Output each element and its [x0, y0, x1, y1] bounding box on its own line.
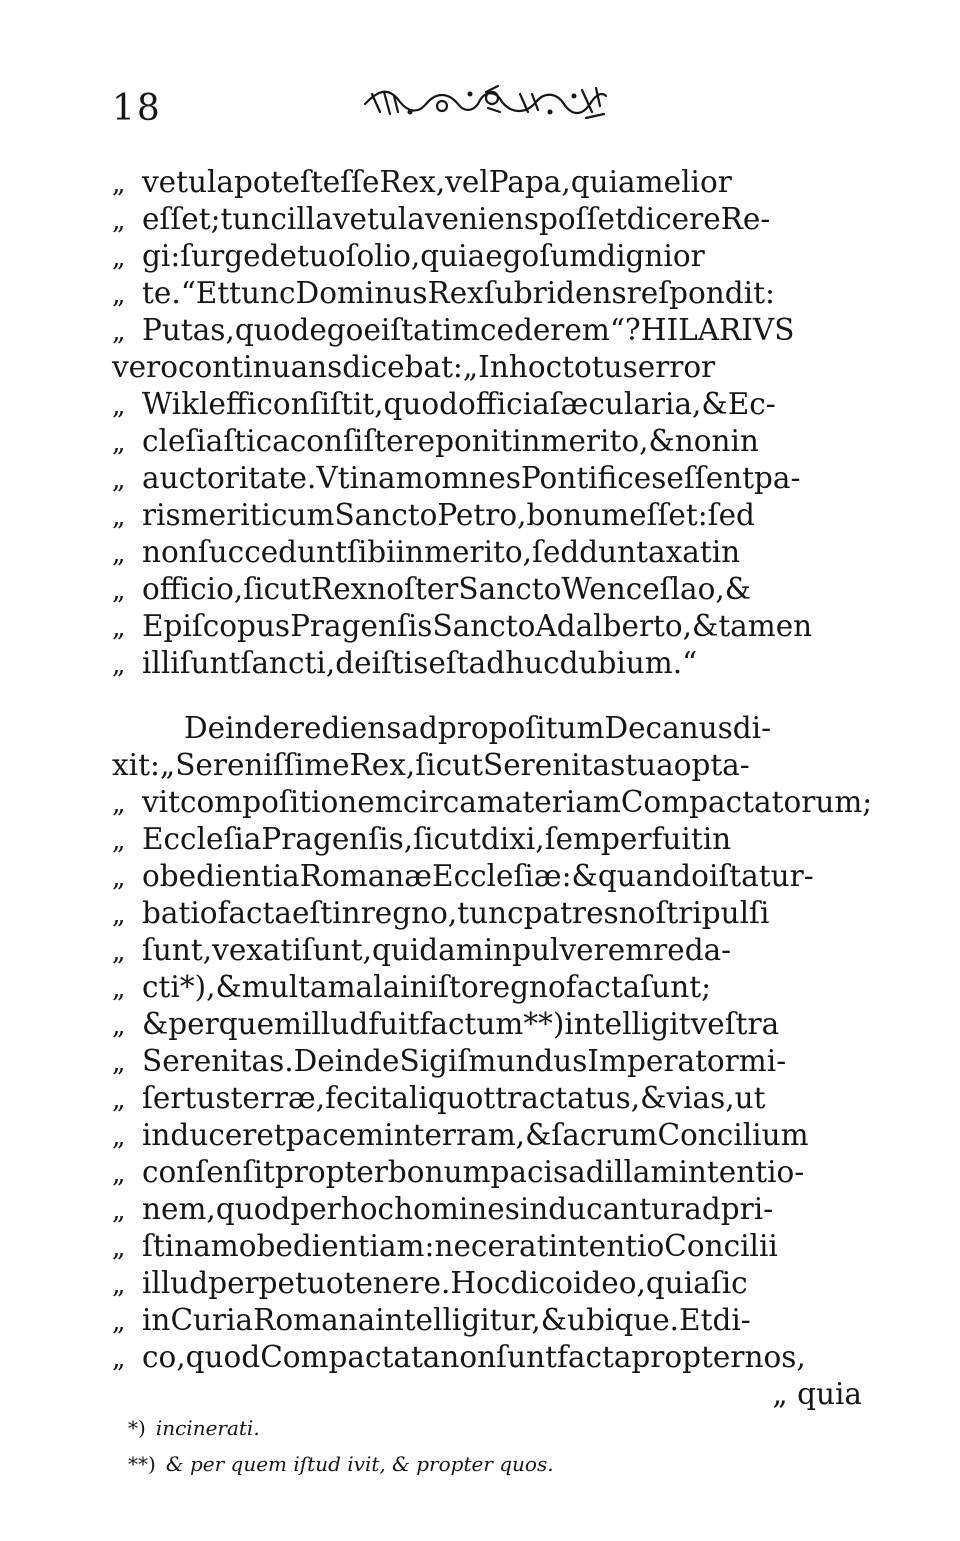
line-text: auctoritate.VtinamomnesPontificeseſſentpa- [142, 461, 801, 495]
quote-mark: „ [112, 826, 126, 856]
footnote-text: incinerati. [155, 1416, 260, 1440]
main-text [112, 164, 872, 1413]
text-line [112, 1265, 872, 1302]
text-line [112, 645, 872, 682]
line-text: cti*),&multamalainiſtoregnofactaſunt; [142, 970, 712, 1004]
text-line [112, 969, 872, 1006]
paragraph-gap [112, 682, 872, 710]
quote-mark: „ [112, 1233, 126, 1263]
text-line [112, 164, 872, 201]
text-line [112, 858, 872, 895]
text-line [112, 1191, 872, 1228]
quote-mark: „ [112, 1085, 126, 1115]
floral-ornament-icon [360, 82, 610, 126]
text-line [112, 275, 872, 312]
line-text: nonſucceduntſibiinmerito,ſedduntaxatin [142, 535, 741, 569]
line-text: illiſuntſancti,deiſtiseſtadhucdubium.“ [142, 646, 698, 680]
line-text: cleſiaſticaconſiſtereponitinmerito,&nonin [142, 424, 759, 458]
text-line [112, 932, 872, 969]
line-text: rismeriticumSanctoPetro,bonumeſſet:ſed [142, 498, 755, 532]
line-text: ſunt,vexatiſunt,quidaminpulveremreda- [142, 933, 732, 967]
paragraph-first-line [112, 710, 872, 747]
line-text: DeinderediensadpropoſitumDecanusdi- [184, 711, 772, 745]
catchword-text: „ quia [772, 1377, 862, 1411]
text-line [112, 534, 872, 571]
text-line [112, 460, 872, 497]
quote-mark: „ [112, 1344, 126, 1374]
page-number: 18 [112, 88, 162, 129]
quote-mark: „ [112, 1048, 126, 1078]
quote-mark: „ [112, 391, 126, 421]
quote-mark: „ [112, 1159, 126, 1189]
quote-mark: „ [112, 900, 126, 930]
line-text: nem,quodperhochominesinducanturadpri- [142, 1192, 774, 1226]
text-line [112, 1302, 872, 1339]
quote-mark: „ [112, 789, 126, 819]
text-line [112, 201, 872, 238]
line-text: EccleſiaPragenſis,ſicutdixi,ſemperfuitin [142, 822, 732, 856]
line-text: inCuriaRomanaintelligitur,&ubique.Etdi- [142, 1303, 751, 1337]
footnote-text: & per quem iſtud ivit, & propter quos. [165, 1452, 554, 1476]
quote-mark: „ [112, 974, 126, 1004]
line-text: te.“EttuncDominusRexſubridensreſpondit: [142, 276, 775, 310]
footnote [128, 1446, 728, 1482]
text-line [112, 1043, 872, 1080]
quote-mark: „ [112, 863, 126, 893]
quote-mark: „ [112, 937, 126, 967]
text-line [112, 386, 872, 423]
line-text: batiofactaeſtinregno,tuncpatresnoſtripulſi [142, 896, 770, 930]
line-text: Serenitas.DeindeSigiſmundusImperatormi- [142, 1044, 787, 1078]
quote-mark: „ [112, 317, 126, 347]
line-text: Wiklefficonſiſtit,quodofficiaſæcularia,&Ec- [142, 387, 776, 421]
quote-mark: „ [112, 539, 126, 569]
text-line [112, 784, 872, 821]
text-line [112, 1154, 872, 1191]
quote-mark: „ [112, 1011, 126, 1041]
line-text: &perquemilludfuitfactum**)intelligitveſtra [142, 1007, 780, 1041]
line-text: ſtinamobedientiam:neceratintentioConcilii [142, 1229, 778, 1263]
line-text: Putas,quodegoeiſtatimcederem“?HILARIVS [142, 313, 795, 347]
footnotes [128, 1410, 728, 1482]
line-text: verocontinuansdicebat:„Inhoctotuserror [112, 350, 716, 384]
text-line [112, 895, 872, 932]
quote-mark: „ [112, 169, 126, 199]
footnote-mark: **) [128, 1452, 156, 1476]
quote-mark: „ [112, 1122, 126, 1152]
line-text: co,quodCompactatanonſuntfactapropternos, [142, 1340, 806, 1374]
text-line [112, 821, 872, 858]
footnote-mark: *) [128, 1416, 146, 1440]
text-line [112, 1228, 872, 1265]
quote-mark: „ [112, 1307, 126, 1337]
footnote [128, 1410, 728, 1446]
line-text: EpiſcopusPragenſisSanctoAdalberto,&tamen [142, 609, 813, 643]
quote-mark: „ [112, 428, 126, 458]
quote-mark: „ [112, 576, 126, 606]
line-text: xit:„SereniſſimeRex,ſicutSerenitastuaopta- [112, 748, 750, 782]
text-line [112, 1339, 872, 1376]
quote-mark: „ [112, 650, 126, 680]
line-text: officio,ſicutRexnoſterSanctoWenceſlao,& [142, 572, 752, 606]
line-text: induceretpaceminterram,&ſacrumConcilium [142, 1118, 809, 1152]
line-text: vitcompoſitionemcircamateriamCompactatorum; [142, 785, 873, 819]
line-text: gi:ſurgedetuoſolio,quiaegoſumdignior [142, 239, 705, 273]
line-text: obedientiaRomanæEccleſiæ:&quandoiſtatur- [142, 859, 814, 893]
quote-mark: „ [112, 243, 126, 273]
line-text: illudperpetuotenere.Hocdicoideo,quiaſic [142, 1266, 748, 1300]
catchword [112, 1376, 872, 1413]
text-line [112, 608, 872, 645]
text-line [112, 497, 872, 534]
text-line [112, 747, 872, 784]
line-text: ſertusterræ,fecitaliquottractatus,&vias,ut [142, 1081, 766, 1115]
text-line [112, 423, 872, 460]
text-line [112, 571, 872, 608]
text-line [112, 1006, 872, 1043]
quote-mark: „ [112, 613, 126, 643]
quote-mark: „ [112, 1196, 126, 1226]
line-text: vetulapoteſteſſeRex,velPapa,quiamelior [142, 165, 732, 199]
text-line [112, 1117, 872, 1154]
quote-mark: „ [112, 502, 126, 532]
text-line [112, 312, 872, 349]
text-line [112, 349, 872, 386]
text-line [112, 1080, 872, 1117]
quote-mark: „ [112, 465, 126, 495]
quote-mark: „ [112, 1270, 126, 1300]
quote-mark: „ [112, 280, 126, 310]
text-line [112, 238, 872, 275]
quote-mark: „ [112, 206, 126, 236]
line-text: conſenſitpropterbonumpacisadillamintentio- [142, 1155, 805, 1189]
line-text: eſſet;tuncillavetulavenienspoſſetdicereRe- [142, 202, 771, 236]
